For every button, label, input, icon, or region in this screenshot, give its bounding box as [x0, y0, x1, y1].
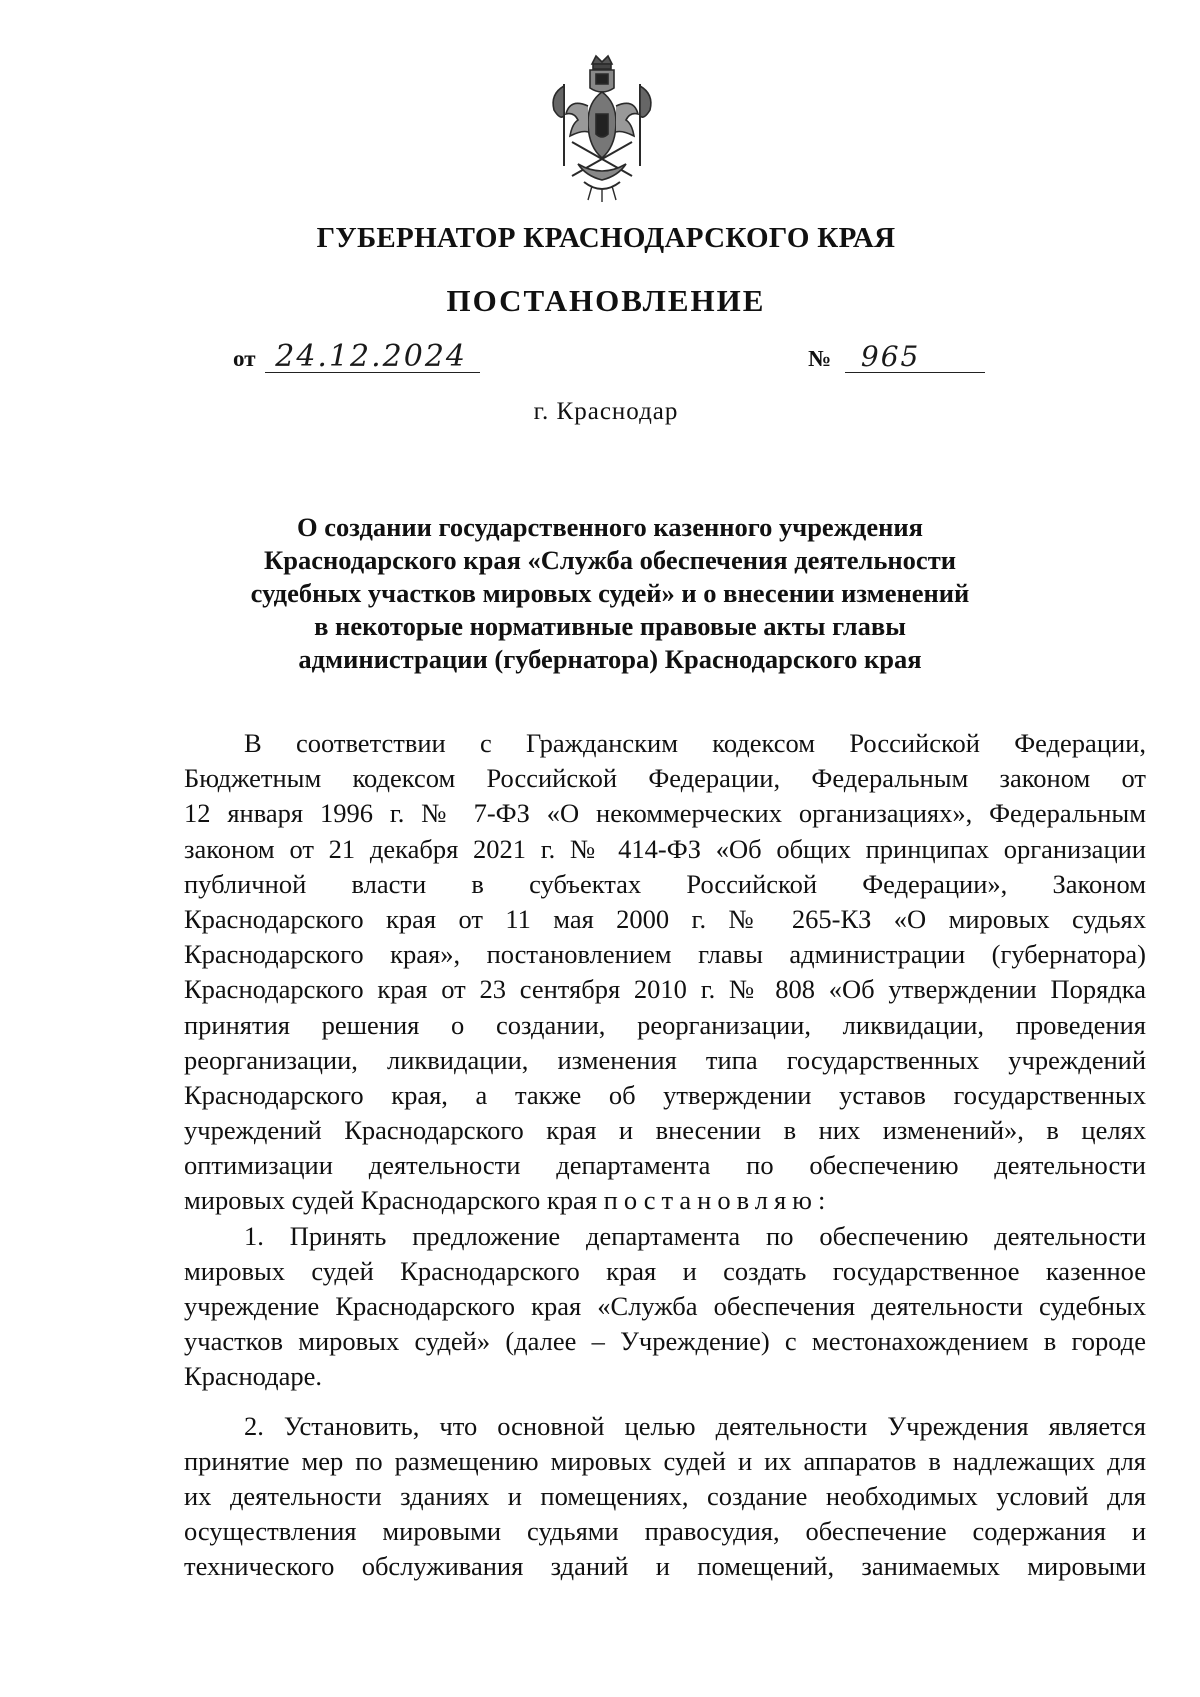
- coat-of-arms-icon: [548, 54, 656, 202]
- preamble-line: оптимизации деятельности департамента по обеспечению деятельности: [184, 1150, 1146, 1181]
- paragraph-2-line: их деятельности зданиях и помещениях, создание необходимых условий для: [184, 1480, 1146, 1511]
- paragraph-2-line: осуществления мировыми судьями правосудия, обеспечение содержания и: [184, 1516, 1146, 1547]
- title-line: администрации (губернатора) Краснодарского края: [298, 644, 922, 674]
- paragraph-1-line: Краснодаре.: [184, 1361, 322, 1392]
- preamble-line: принятия решения о создании, реорганизации, ликвидации, проведения: [184, 1009, 1146, 1040]
- title-line: О создании государственного казенного учреждения: [297, 512, 923, 542]
- preamble-line: публичной власти в субъектах Российской Федерации», Законом: [184, 868, 1146, 899]
- preamble-line: Краснодарского края», постановлением главы администрации (губернатора): [184, 939, 1146, 970]
- preamble-line: законом от 21 декабря 2021 г. № 414-ФЗ «Об общих принципах организации: [184, 833, 1146, 864]
- number-prefix: №: [808, 346, 832, 371]
- preamble-closing-text: мировых судей Краснодарского края: [184, 1185, 598, 1216]
- paragraph-1-line: учреждение Краснодарского края «Служба обеспечения деятельности судебных: [184, 1291, 1146, 1321]
- preamble-closing-line: [184, 1183, 1146, 1218]
- document-type: ПОСТАНОВЛЕНИЕ: [446, 283, 766, 318]
- document-number: [808, 342, 985, 373]
- title-line: Краснодарского края «Служба обеспечения деятельности: [264, 545, 956, 575]
- paragraph-2-line: технического обслуживания зданий и помещений, занимаемых мировыми: [184, 1551, 1146, 1582]
- title-line: судебных участков мировых судей» и о внесении изменений: [250, 578, 970, 608]
- issue-city: г. Краснодар: [533, 398, 679, 425]
- resolve-word: постановляю:: [603, 1185, 832, 1216]
- document-date: [233, 339, 480, 374]
- preamble-line: реорганизации, ликвидации, изменения типа государственных учреждений: [184, 1044, 1146, 1075]
- paragraph-2-line: принятие мер по размещению мировых судей и их аппаратов в надлежащих для: [184, 1445, 1146, 1476]
- preamble-line: Краснодарского края, а также об утверждении уставов государственных: [184, 1079, 1146, 1110]
- paragraph-2-line: 2. Установить, что основной целью деятельности Учреждения является: [244, 1410, 1146, 1441]
- document-body: [184, 726, 1146, 1585]
- issuing-authority: ГУБЕРНАТОР КРАСНОДАРСКОГО КРАЯ: [316, 222, 896, 254]
- title-line: в некоторые нормативные правовые акты главы: [314, 611, 906, 641]
- number-value: 965: [845, 342, 985, 373]
- document-title: [200, 511, 1020, 676]
- paragraph-1-line: 1. Принять предложение департамента по обеспечению деятельности: [244, 1220, 1146, 1251]
- paragraph-spacer: [184, 1395, 1146, 1409]
- preamble-line: Бюджетным кодексом Российской Федерации, Федеральным законом от: [184, 763, 1146, 794]
- preamble-line: 12 января 1996 г. № 7-ФЗ «О некоммерческих организациях», Федеральным: [184, 798, 1146, 829]
- date-prefix: от: [233, 346, 256, 371]
- date-value: 24.12.2024: [265, 342, 480, 373]
- preamble-line: учреждений Краснодарского края и внесении в них изменений», в целях: [184, 1115, 1146, 1146]
- paragraph-1-line: участков мировых судей» (далее – Учреждение) с местонахождением в городе: [184, 1326, 1146, 1357]
- preamble-line: В соответствии с Гражданским кодексом Российской Федерации,: [244, 728, 1146, 758]
- paragraph-1-line: мировых судей Краснодарского края и создать государственное казенное: [184, 1255, 1146, 1286]
- preamble-line: Краснодарского края от 23 сентября 2010 г. № 808 «Об утверждении Порядка: [184, 974, 1146, 1005]
- preamble-line: Краснодарского края от 11 мая 2000 г. № 265-КЗ «О мировых судьях: [184, 903, 1146, 934]
